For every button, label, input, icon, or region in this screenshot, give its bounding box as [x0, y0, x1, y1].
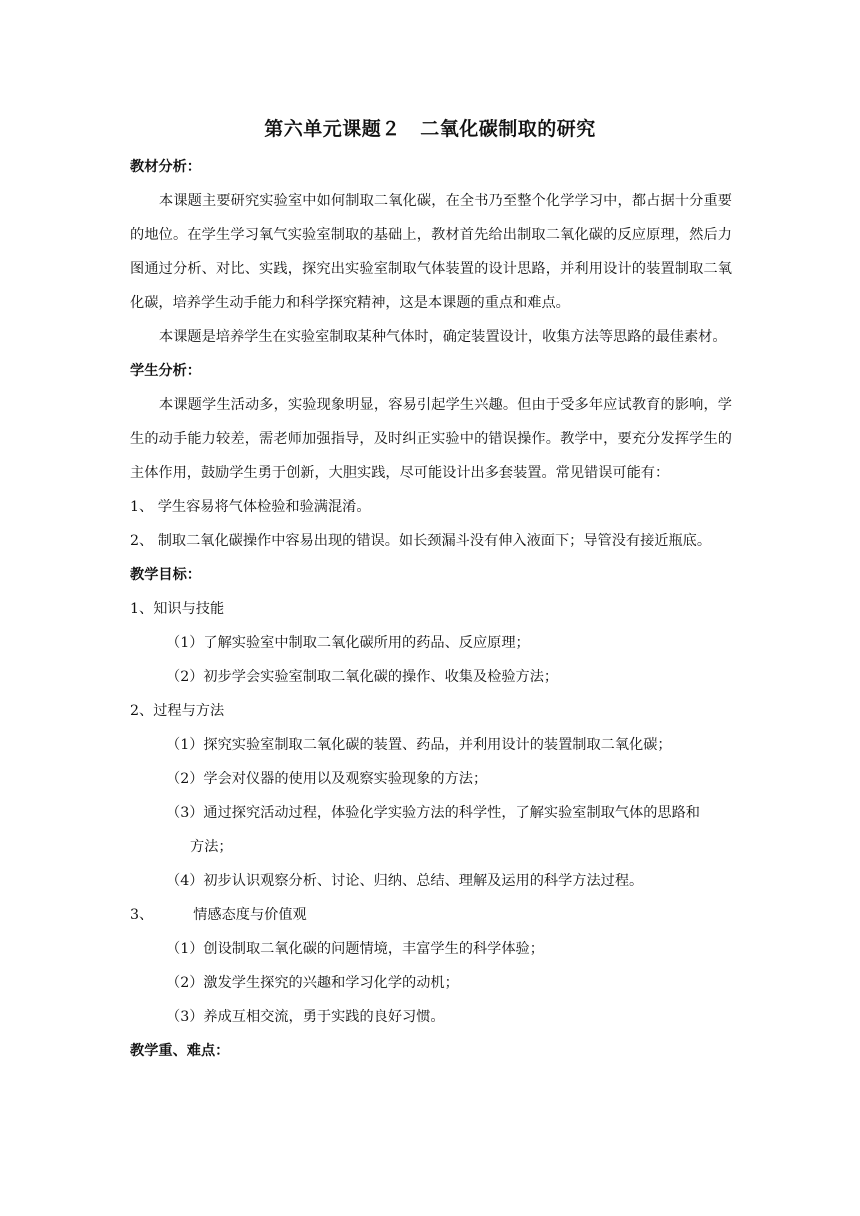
list-item: （3）养成互相交流，勇于实践的良好习惯。: [166, 1009, 445, 1025]
list-item-continuation: 方法；: [190, 839, 233, 855]
list-item: [130, 796, 732, 864]
list-item: （2）学会对仪器的使用以及观察实验现象的方法；: [166, 771, 488, 787]
list-item: 1、 学生容易将气体检验和验满混淆。: [130, 499, 371, 515]
goal-group-title: 情感态度与价值观: [193, 907, 307, 923]
section-heading-teaching-goals: 教学目标：: [130, 567, 201, 583]
list-item: （1）创设制取二氧化碳的问题情境，丰富学生的科学体验；: [166, 941, 544, 957]
paragraph: 本课题学生活动多，实验现象明显，容易引起学生兴趣。但由于受多年应试教育的影响，学生的动手能力较差，需老师加强指导，及时纠正实验中的错误操作。教学中，要充分发挥学生的主体作用，鼓励学生勇于创新，大胆实践，尽可能设计出多套装置。常见错误可能有：: [130, 397, 732, 481]
list-item-text: （3）通过探究活动过程，体验化学实验方法的科学性，了解实验室制取气体的思路和: [166, 805, 700, 821]
list-item: （1）探究实验室制取二氧化碳的装置、药品，并利用设计的装置制取二氧化碳；: [166, 737, 672, 753]
goal-group-label: [130, 898, 732, 932]
paragraph: 本课题主要研究实验室中如何制取二氧化碳，在全书乃至整个化学学习中，都占据十分重要的地位。在学生学习氧气实验室制取的基础上，教材首先给出制取二氧化碳的反应原理，然后力图通过分析、对比、实践，探究出实验室制取气体装置的设计思路，并利用设计的装置制取二氧化碳，培养学生动手能力和科学探究精神，这是本课题的重点和难点。: [130, 193, 732, 311]
goal-group-number: 3、: [130, 907, 154, 923]
document-body: [130, 150, 732, 1068]
list-item: （4）初步认识观察分析、讨论、归纳、总结、理解及运用的科学方法过程。: [166, 873, 644, 889]
goal-group-label: 2、过程与方法: [130, 703, 225, 719]
goal-group-label: 1、知识与技能: [130, 601, 225, 617]
paragraph: 本课题是培养学生在实验室制取某种气体时，确定装置设计，收集方法等思路的最佳素材。: [159, 329, 727, 345]
list-item: （2）初步学会实验室制取二氧化碳的操作、收集及检验方法；: [166, 669, 559, 685]
list-item: （2）激发学生探究的兴趣和学习化学的动机；: [166, 975, 459, 991]
list-item: 2、 制取二氧化碳操作中容易出现的错误。如长颈漏斗没有伸入液面下；导管没有接近瓶底。: [130, 533, 712, 549]
section-heading-student-analysis: 学生分析：: [130, 363, 201, 379]
page-title: 第六单元课题２ 二氧化碳制取的研究: [264, 118, 596, 140]
section-heading-textbook-analysis: 教材分析：: [130, 159, 201, 175]
section-heading-key-points: 教学重、难点：: [130, 1043, 230, 1059]
list-item: （1）了解实验室中制取二氧化碳所用的药品、反应原理；: [166, 635, 530, 651]
